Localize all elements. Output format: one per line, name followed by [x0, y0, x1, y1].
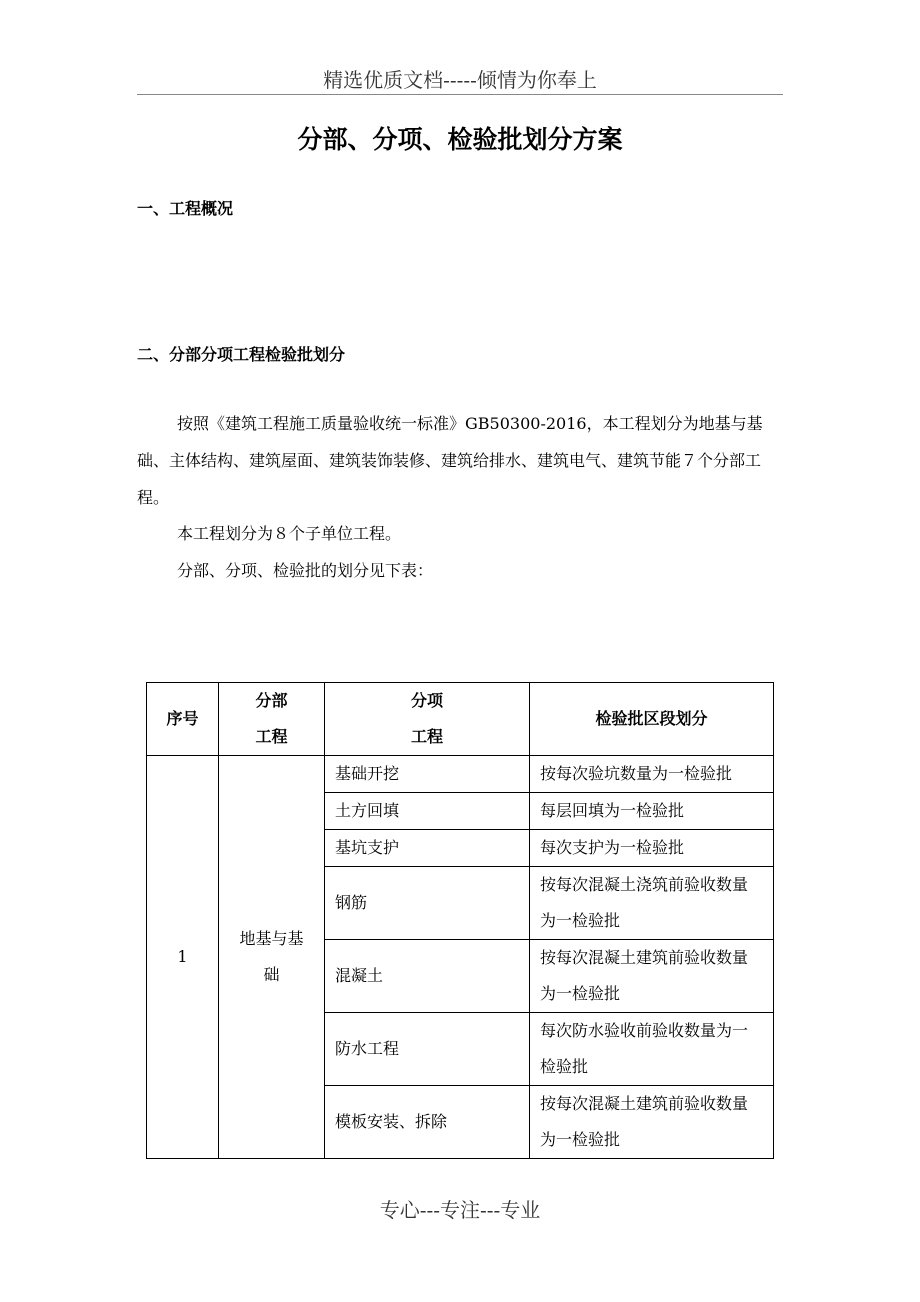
batch-cell: 按每次混凝土浇筑前验收数量为一检验批: [530, 867, 774, 940]
item-cell: 基础开挖: [325, 756, 530, 793]
paragraph-table-intro: [137, 552, 777, 589]
paragraph-units-text: 本工程划分为８个子单位工程。: [177, 524, 402, 543]
header-item: [325, 683, 530, 756]
header-dept-line2: 工程: [255, 727, 288, 746]
header-item-line2: 工程: [410, 727, 443, 746]
item-cell: 土方回填: [325, 793, 530, 830]
document-title: 分部、分项、检验批划分方案: [297, 125, 623, 154]
group-dept-line1: 地基与基: [239, 929, 304, 948]
batch-cell: 每次防水验收前验收数量为一检验批: [530, 1013, 774, 1086]
header-no: [147, 683, 219, 756]
page-footer: 专心---专注---专业: [379, 1198, 541, 1222]
batch-cell: 每次支护为一检验批: [530, 830, 774, 867]
division-table: [146, 682, 774, 1159]
batch-cell: 按每次混凝土建筑前验收数量为一检验批: [530, 940, 774, 1013]
page-header: 精选优质文档-----倾情为你奉上: [323, 68, 597, 92]
item-cell: 基坑支护: [325, 830, 530, 867]
header-divider: [137, 94, 783, 95]
item-cell: 防水工程: [325, 1013, 530, 1086]
paragraph-units: [137, 515, 777, 552]
table-header-row: [147, 683, 774, 756]
header-dept: [219, 683, 325, 756]
section-heading-division: 二、分部分项工程检验批划分: [137, 345, 346, 364]
table-row: [147, 756, 774, 793]
header-batch-text: 检验批区段划分: [595, 709, 708, 728]
paragraph-standard-text: 按照《建筑工程施工质量验收统一标准》GB50300-2016，本工程划分为地基与基础、主体结构、建筑屋面、建筑装饰装修、建筑给排水、建筑电气、建筑节能７个分部工程。: [137, 414, 763, 507]
batch-cell: 每层回填为一检验批: [530, 793, 774, 830]
batch-cell: 按每次验坑数量为一检验批: [530, 756, 774, 793]
section-heading-overview: 一、工程概况: [137, 199, 234, 218]
paragraph-standard: [137, 405, 777, 516]
group-dept-line2: 础: [263, 965, 280, 984]
item-cell: 混凝土: [325, 940, 530, 1013]
item-cell: 钢筋: [325, 867, 530, 940]
header-item-line1: 分项: [410, 691, 443, 710]
header-dept-line1: 分部: [255, 691, 288, 710]
item-cell: 模板安装、拆除: [325, 1086, 530, 1159]
group-no: 1: [147, 756, 219, 1159]
batch-cell: 按每次混凝土建筑前验收数量为一检验批: [530, 1086, 774, 1159]
header-batch: [530, 683, 774, 756]
paragraph-table-intro-text: 分部、分项、检验批的划分见下表：: [177, 561, 434, 580]
header-no-text: 序号: [166, 709, 199, 728]
group-dept: [219, 756, 325, 1159]
